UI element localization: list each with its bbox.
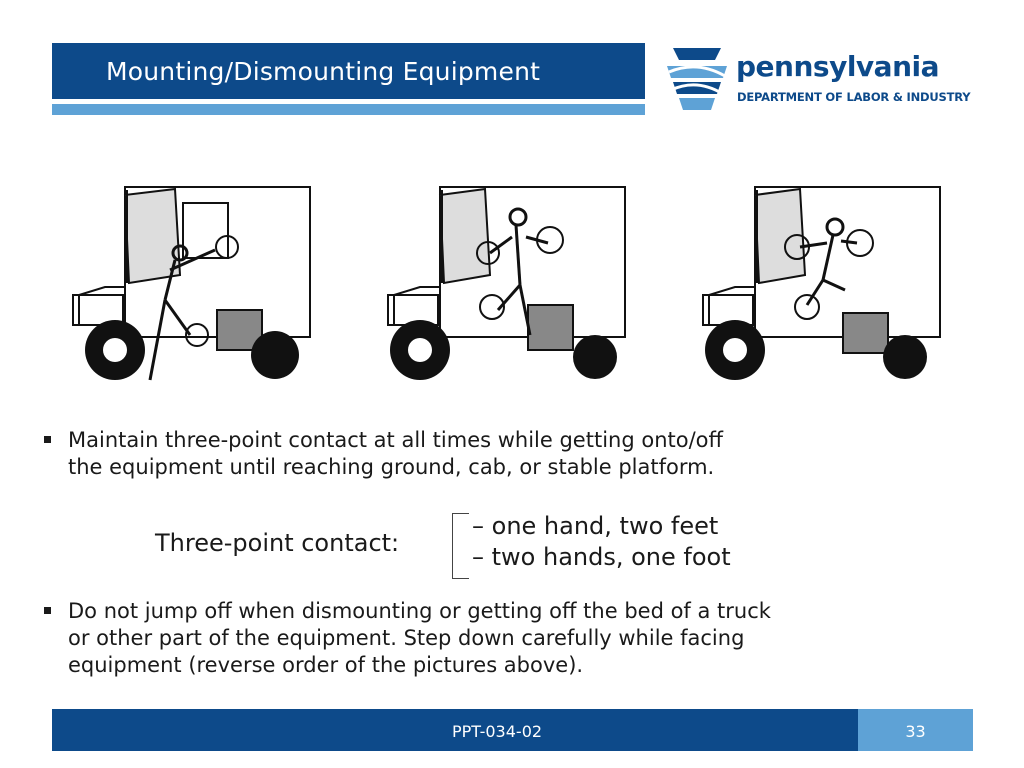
logo-subtitle: DEPARTMENT OF LABOR & INDUSTRY (737, 90, 971, 104)
bullet-line: equipment (reverse order of the pictures above). (68, 653, 584, 677)
pa-logo (663, 46, 983, 114)
truck-mount-step-1 (65, 175, 315, 390)
bullet-line: Maintain three-point contact at all times while getting onto/off (68, 428, 723, 452)
truck-mount-step-3 (695, 175, 945, 390)
page-number-box (858, 709, 973, 751)
three-point-item: – one hand, two feet (472, 512, 719, 540)
bullet-line: the equipment until reaching ground, cab, or stable platform. (68, 455, 715, 479)
bullet-marker (44, 607, 51, 614)
three-point-label: Three-point contact: (155, 529, 400, 557)
truck-mount-step-2 (380, 175, 630, 390)
page-number: 33 (905, 722, 926, 741)
bullet-line: or other part of the equipment. Step down carefully while facing (68, 626, 745, 650)
bullet-marker (44, 436, 51, 443)
bullet-line: Do not jump off when dismounting or getting off the bed of a truck (68, 599, 771, 623)
logo-wordmark: pennsylvania (736, 50, 939, 83)
keystone-icon (663, 46, 731, 114)
three-point-item: – two hands, one foot (472, 543, 731, 571)
footer-code: PPT-034-02 (452, 722, 543, 741)
bracket (452, 513, 469, 579)
title-bar (52, 43, 645, 99)
title-underline (52, 104, 645, 115)
slide-title: Mounting/Dismounting Equipment (106, 57, 541, 86)
